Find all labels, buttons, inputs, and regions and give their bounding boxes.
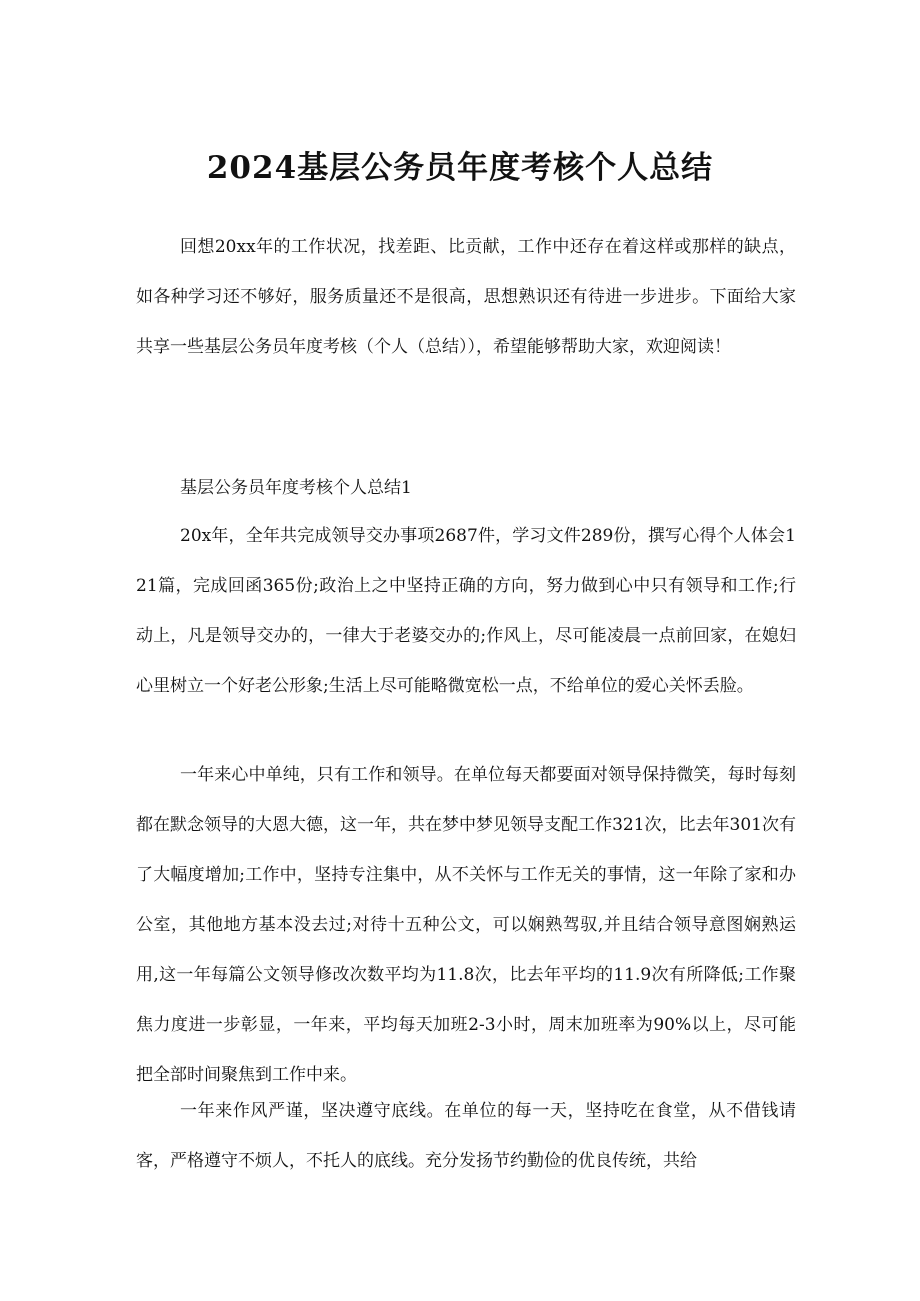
intro-paragraph: 回想20xx年的工作状况，找差距、比贡献，工作中还存在着这样或那样的缺点，如各种学习还不够好，服务质量还不是很高，思想熟识还有待进一步进步。下面给大家共享一些基层公务员年度考核（个人（总结）），希望能够帮助大家，欢迎阅读！ — [136, 237, 796, 357]
section-title: 基层公务员年度考核个人总结1 — [180, 478, 412, 498]
body-paragraph: 一年来作风严谨，坚决遵守底线。在单位的每一天，坚持吃在食堂，从不借钱请客，严格遵守不烦人，不托人的底线。充分发扬节约勤俭的优良传统，共给 — [136, 1101, 796, 1171]
body-paragraph: 一年来心中单纯，只有工作和领导。在单位每天都要面对领导保持微笑，每时每刻都在默念领导的大恩大德，这一年，共在梦中梦见领导支配工作321次，比去年301次有了大幅度增加;工作中，坚持专注集中，从不关怀与工作无关的事情，这一年除了家和办公室，其他地方基本没去过;对待十五种公文，可以娴熟驾驭,并且结合领导意图娴熟运用,这一年每篇公文领导修改次数平均为11.8次，比去年平均的11.9次有所降低;工作聚焦力度进一步彰显，一年来，平均每天加班2-3小时，周末加班率为90%以上，尽可能把全部时间聚焦到工作中来。 — [136, 765, 796, 1085]
document-title: 2024基层公务员年度考核个人总结 — [206, 150, 714, 186]
body-paragraph: 20x年，全年共完成领导交办事项2687件，学习文件289份，撰写心得个人体会121篇，完成回函365份;政治上之中坚持正确的方向，努力做到心中只有领导和工作;行动上，凡是领导交办的，一律大于老婆交办的;作风上，尽可能凌晨一点前回家，在媳妇心里树立一个好老公形象;生活上尽可能略微宽松一点，不给单位的爱心关怀丢脸。 — [136, 526, 796, 696]
